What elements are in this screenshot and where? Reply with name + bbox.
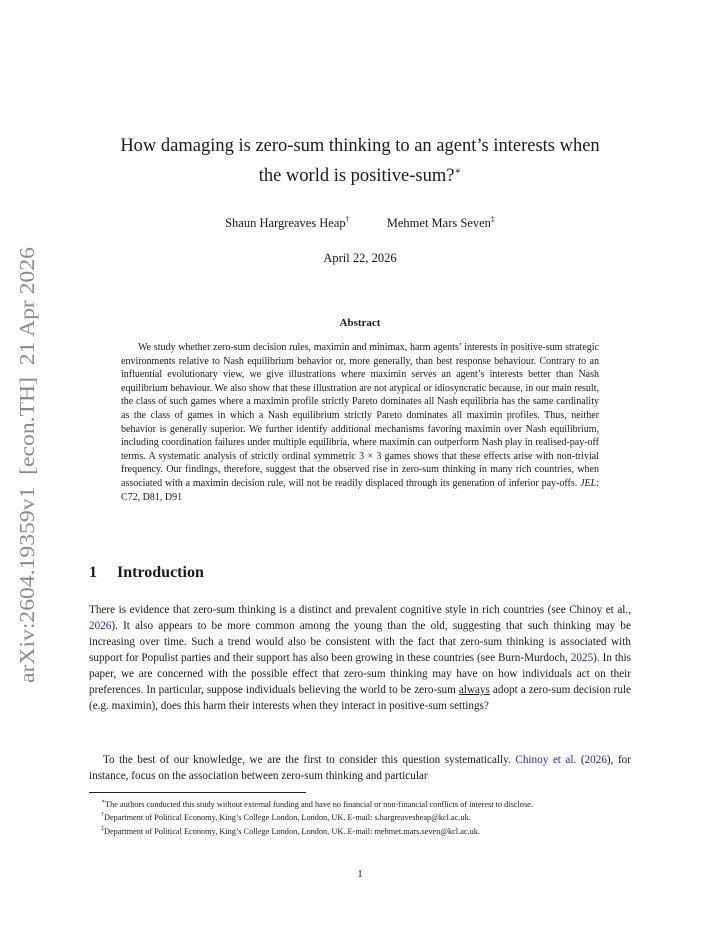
title-line-2: the world is positive-sum? <box>258 166 455 187</box>
author-list <box>80 215 640 231</box>
abstract-body-text: We study whether zero-sum decision rules, maximin and minimax, harm agents’ interests in positive-sum strategic environments relative to Nash equilibrium behavior or, more generally, than best response behaviour. Contrary to an influential evolutionary view, we give illustrations where maximin serves an agent’s interests better than Nash equilibrium behaviour. We also show that these illustration are not atypical or idiosyncratic because, in our main result, the class of such games where a maximin profile strictly Pareto dominates all Nash equilibria has the same cardinality as the class of games in which a Nash equilibrium strictly Pareto dominates all maximin profiles. Thus, neither behavior is generally superior. We further identify additional mechanisms favoring maximin over Nash equilibrium, including coordination failures under multiple equilibria, where maximin can outperform Nash play in realised-pay-off terms. A systematic analysis of strictly ordinal symmetric 3 × 3 games shows that these effects arise with non-trivial frequency. Our findings, therefore, suggest that the observed rise in zero-sum thinking in many rich countries, when associated with a maximin decision rule, will not be readily displaced through its generation of inferior pay-offs. <box>121 342 599 489</box>
emphasis-always: always <box>458 684 490 696</box>
author-1-mark: † <box>345 215 350 224</box>
citation-link-chinoy-year-2[interactable]: 2026 <box>584 754 607 766</box>
abstract-text <box>121 341 599 504</box>
footnote-3-mark: ‡ <box>101 825 104 832</box>
author-1-name: Shaun Hargreaves Heap <box>225 216 346 231</box>
jel-label: JEL <box>580 477 597 489</box>
title-line-1: How damaging is zero-sum thinking to an agent’s interests when <box>120 136 600 156</box>
footnote-separator <box>89 792 306 793</box>
abstract-heading: Abstract <box>339 317 381 329</box>
intro-paragraph-1 <box>89 602 631 714</box>
arxiv-stamp-graphic <box>6 245 46 685</box>
paragraph-2-text-a: To the best of our knowledge, we are the first to consider this question systematically. <box>103 754 516 766</box>
paragraph-2-text-b: ( <box>576 754 585 766</box>
author-2-name: Mehmet Mars Seven <box>386 216 491 231</box>
paragraph-1-text-d: adopt a zero-sum decision rule (e.g. maximin), does this harm their interests when they interact in positive-sum settings? <box>89 684 631 712</box>
paragraph-1-text-c: ). In this paper, we are concerned with the possible effect that zero-sum thinking may have on how individuals act on their preferences. In particular, suppose individuals believing the world to be zero-sum <box>89 652 631 696</box>
section-number: 1 <box>89 564 97 581</box>
paragraph-1-text-a: There is evidence that zero-sum thinking is a distinct and prevalent cognitive style in rich countries (see Chinoy et al., <box>89 604 631 616</box>
arxiv-identifier-stamp <box>6 245 46 685</box>
paper-date: April 22, 2026 <box>323 251 397 265</box>
intro-paragraph-2 <box>89 752 631 784</box>
section-heading <box>89 564 204 582</box>
footnote-3 <box>89 824 631 837</box>
title-footnote-mark: ∗ <box>454 166 462 177</box>
footnote-1-text: The authors conducted this study without external funding and have no financial or non-financial conflicts of interest to disclose. <box>105 799 533 809</box>
footnote-2 <box>89 810 631 823</box>
paper-title <box>80 134 640 189</box>
footnote-2-mark: † <box>101 812 104 819</box>
footnote-3-text: Department of Political Economy, King’s College London, London, UK. E-mail: mehmet.mars.seven@kcl.ac.uk. <box>104 826 481 836</box>
footnote-2-text: Department of Political Economy, King’s College London, London, UK. E-mail: s.hargreavesheap@kcl.ac.uk. <box>104 813 471 823</box>
citation-link-chinoy-year[interactable]: 2026 <box>89 620 112 632</box>
paragraph-2-text-c: ), for instance, focus on the association between zero-sum thinking and particular <box>89 754 632 782</box>
arxiv-stamp-text: arXiv:2604.19359v1 [econ.TH] 21 Apr 2026 <box>15 295 39 683</box>
footnotes <box>89 797 631 837</box>
section-title: Introduction <box>117 564 204 581</box>
paragraph-1-text-b: ). It also appears to be more common among the young than the old, suggesting that such thinking may be increasing over time. Such a trend would also be consistent with the fact that zero-sum thinking is associated with support for Populist parties and their support has also been growing in these countries (see Burn-Murdoch, <box>89 620 631 664</box>
author-2-mark: ‡ <box>490 215 495 224</box>
jel-codes: : C72, D81, D91 <box>121 477 599 503</box>
citation-link-chinoy-authors[interactable]: Chinoy et al. <box>515 754 577 766</box>
author-1 <box>225 215 350 231</box>
page-number: 1 <box>357 868 363 880</box>
citation-link-burn-murdoch-year[interactable]: 2025 <box>570 652 594 664</box>
author-2 <box>387 215 495 231</box>
footnote-1 <box>89 797 631 810</box>
footnote-1-mark: ∗ <box>101 799 106 805</box>
